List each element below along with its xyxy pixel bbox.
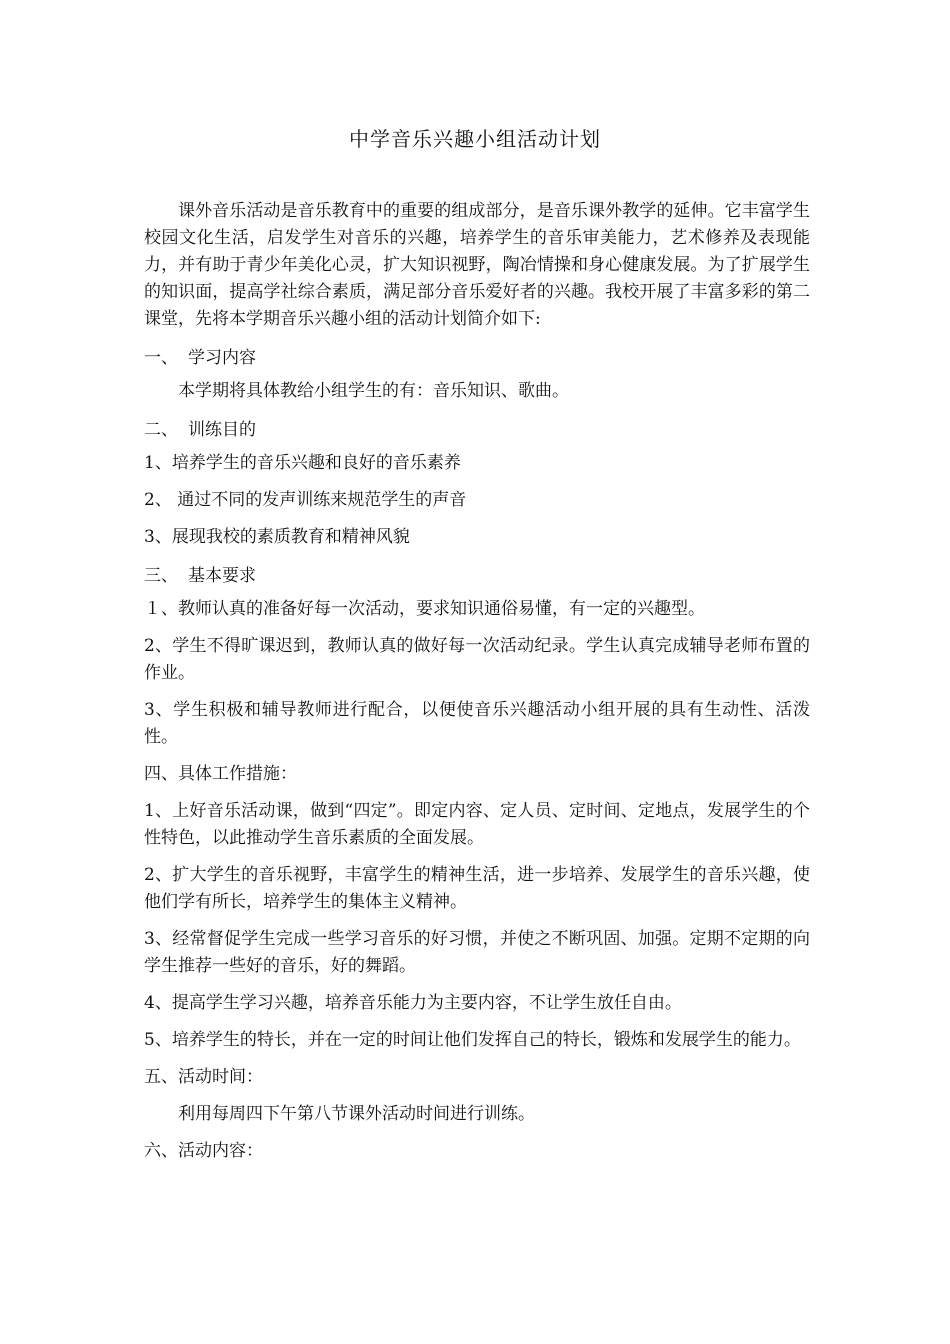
intro-paragraph: 课外音乐活动是音乐教育中的重要的组成部分，是音乐课外教学的延伸。它丰富学生校园文化生活，启发学生对音乐的兴趣，培养学生的音乐审美能力，艺术修养及表现能力，并有助于青少年美化心灵，扩大知识视野，陶冶情操和身心健康发展。为了扩展学生的知识面，提高学社综合素质，满足部分音乐爱好者的兴趣。我校开展了丰富多彩的第二课堂，先将本学期音乐兴趣小组的活动计划简介如下: xyxy=(144,201,810,329)
list-item: １、教师认真的准备好每一次活动，要求知识通俗易懂，有一定的兴趣型。 xyxy=(144,599,705,619)
list-item: 1、上好音乐活动课，做到“四定”。即定内容、定人员、定时间、定地点，发展学生的个性特色，以此推动学生音乐素质的全面发展。 xyxy=(144,801,810,848)
section-heading-learning-content xyxy=(144,343,810,368)
section-heading-training-goals xyxy=(144,415,810,440)
list-item: 3、学生积极和辅导教师进行配合，以便使音乐兴趣活动小组开展的具有生动性、活泼性。 xyxy=(144,700,810,747)
section-heading-activity-time: 五、活动时间： xyxy=(144,1067,263,1087)
activity-time-paragraph: 利用每周四下午第八节课外活动时间进行训练。 xyxy=(178,1104,535,1124)
section-heading-basic-requirements xyxy=(144,561,810,586)
section-heading-activity-content: 六、活动内容： xyxy=(144,1141,263,1161)
list-item: 5、培养学生的特长，并在一定的时间让他们发挥自己的特长，锻炼和发展学生的能力。 xyxy=(144,1030,801,1050)
section-number: 三、 xyxy=(144,566,178,586)
list-item: 2、学生不得旷课迟到，教师认真的做好每一次活动纪录。学生认真完成辅导老师布置的作业。 xyxy=(144,636,810,683)
section-title: 基本要求 xyxy=(188,566,256,586)
learning-content-paragraph: 本学期将具体教给小组学生的有：音乐知识、歌曲。 xyxy=(178,381,569,401)
list-item: 2、扩大学生的音乐视野，丰富学生的精神生活，进一步培养、发展学生的音乐兴趣，使他们学有所长，培养学生的集体主义精神。 xyxy=(144,865,810,912)
list-item: 4、提高学生学习兴趣，培养音乐能力为主要内容，不让学生放任自由。 xyxy=(144,993,682,1013)
section-title: 训练目的 xyxy=(188,420,256,440)
list-item: 3、展现我校的素质教育和精神风貌 xyxy=(144,527,410,547)
list-item: 3、经常督促学生完成一些学习音乐的好习惯，并使之不断巩固、加强。定期不定期的向学生推荐一些好的音乐，好的舞蹈。 xyxy=(144,929,810,976)
section-number: 一、 xyxy=(144,348,178,368)
list-item: 2、 通过不同的发声训练来规范学生的声音 xyxy=(144,490,467,510)
document-title: 中学音乐兴趣小组活动计划 xyxy=(349,127,601,151)
list-item: 1、培养学生的音乐兴趣和良好的音乐素养 xyxy=(144,453,461,473)
section-number: 二、 xyxy=(144,420,178,440)
section-heading-work-measures: 四、具体工作措施： xyxy=(144,764,297,784)
document-body xyxy=(144,198,810,1165)
section-title: 学习内容 xyxy=(188,348,256,368)
